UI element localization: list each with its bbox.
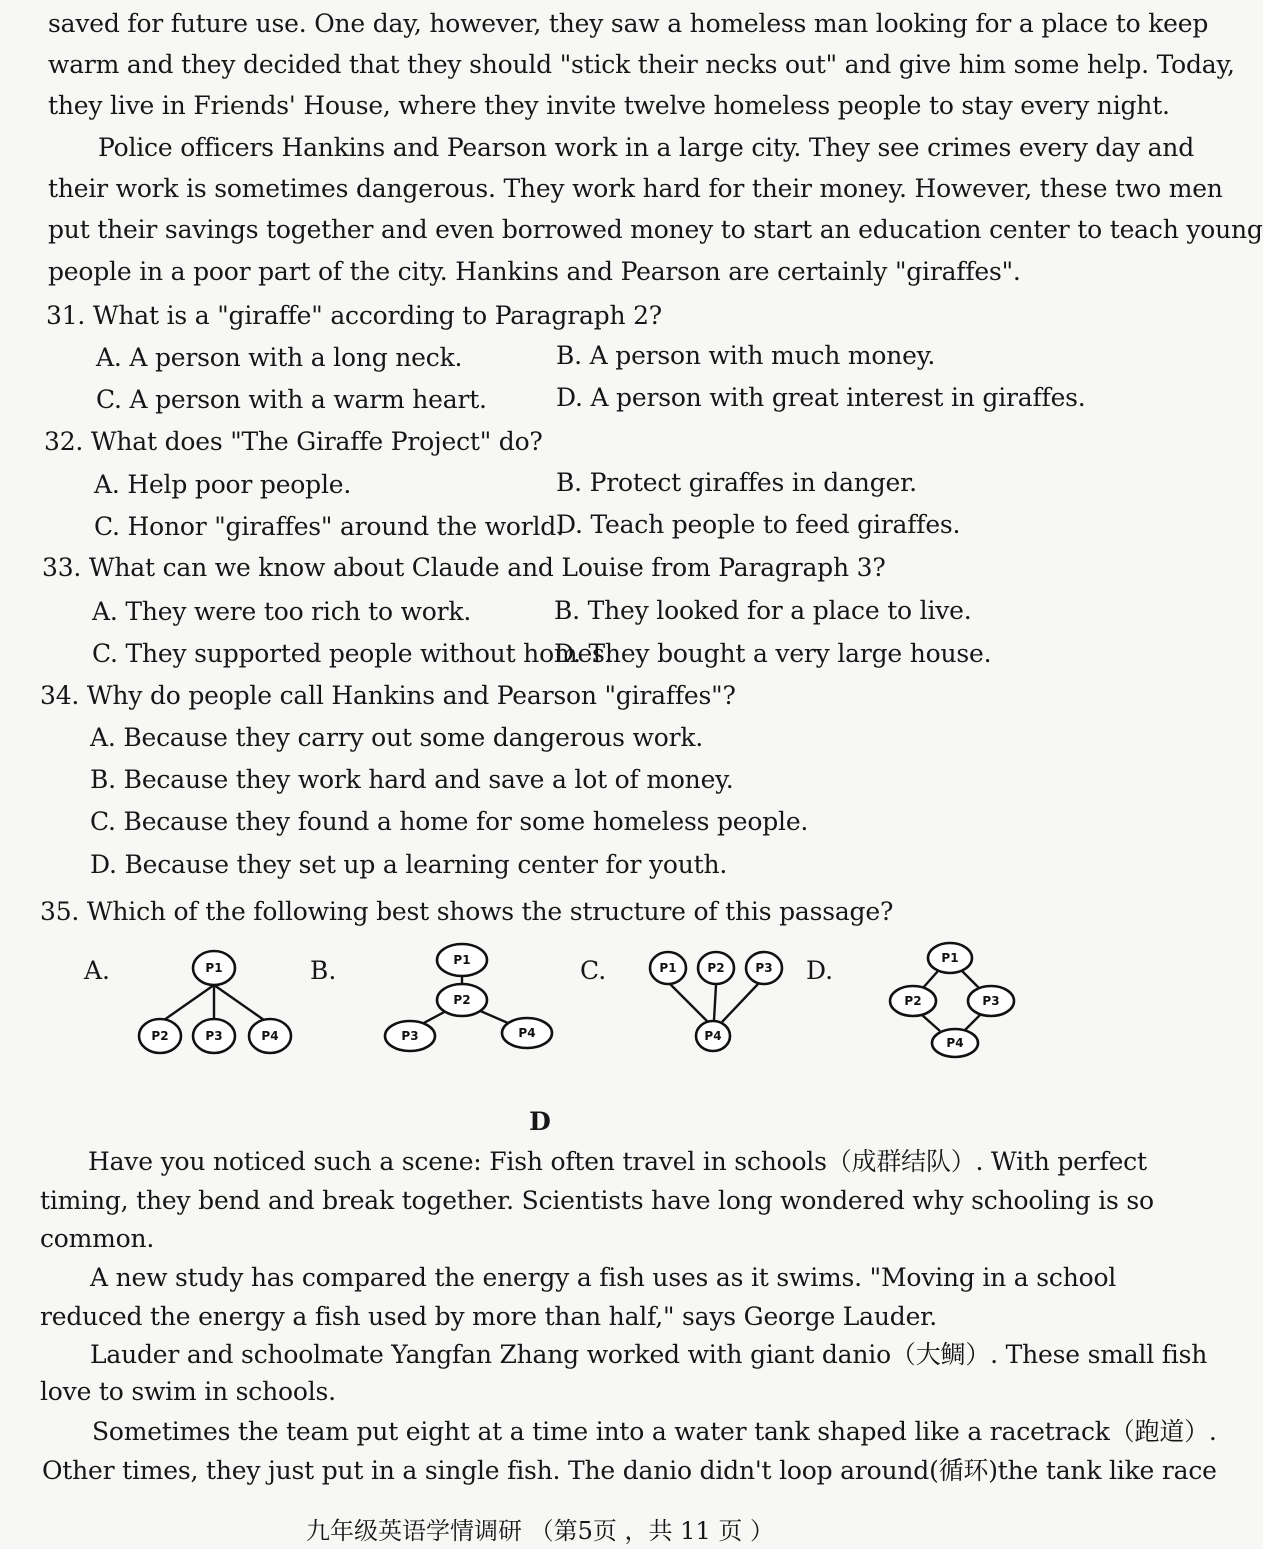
question-31-stem: 31. What is a "giraffe" according to Paragraph 2?: [46, 301, 663, 330]
question-34-option-d[interactable]: D. Because they set up a learning center for youth.: [90, 850, 728, 879]
diagram-node: [437, 984, 487, 1016]
structure-diagram-a[interactable]: [130, 940, 300, 1060]
passage-d-line: common.: [40, 1224, 155, 1253]
diagram-node: [696, 1021, 730, 1051]
diagram-node-label: P3: [401, 1029, 419, 1043]
diagram-node: [932, 1029, 978, 1057]
question-33-option-b[interactable]: B. They looked for a place to live.: [554, 596, 972, 625]
diagram-node: [193, 1019, 235, 1053]
diagram-node: [139, 1019, 181, 1053]
diagram-edge: [922, 971, 938, 989]
diagram-edge: [214, 985, 264, 1020]
question-35-option-d[interactable]: D.: [806, 956, 834, 985]
structure-diagram-b[interactable]: [380, 935, 560, 1060]
question-35-option-b[interactable]: B.: [310, 956, 337, 985]
diagram-edge: [722, 984, 758, 1022]
question-34-stem: 34. Why do people call Hankins and Pearson "giraffes"?: [40, 681, 736, 710]
passage-c-line: put their savings together and even borrowed money to start an education center to teach young: [48, 215, 1263, 244]
diagram-edge: [670, 984, 708, 1022]
diagram-node: [249, 1019, 291, 1053]
diagram-edge: [922, 1015, 940, 1031]
diagram-node-label: P1: [941, 951, 959, 965]
question-34-option-c[interactable]: C. Because they found a home for some homeless people.: [90, 807, 809, 836]
passage-c-line: they live in Friends' House, where they invite twelve homeless people to stay every night.: [48, 91, 1170, 120]
passage-d-line: Lauder and schoolmate Yangfan Zhang worked with giant danio（大鲷）. These small fish: [90, 1340, 1208, 1369]
diagram-edge: [478, 1010, 508, 1023]
question-35-stem: 35. Which of the following best shows the structure of this passage?: [40, 897, 894, 926]
question-34-option-b[interactable]: B. Because they work hard and save a lot of money.: [90, 765, 734, 794]
diagram-node: [968, 986, 1014, 1016]
question-34-option-a[interactable]: A. Because they carry out some dangerous work.: [90, 723, 704, 752]
diagram-node-label: P4: [704, 1029, 722, 1043]
section-title: D: [529, 1107, 551, 1136]
passage-c-line: people in a poor part of the city. Hankins and Pearson are certainly "giraffes".: [48, 257, 1021, 286]
passage-c-line: Police officers Hankins and Pearson work in a large city. They see crimes every day and: [98, 133, 1195, 162]
passage-d-line: Other times, they just put in a single fish. The danio didn't loop around(循环)the tank like race: [42, 1456, 1217, 1485]
question-32-option-c[interactable]: C. Honor "giraffes" around the world.: [94, 512, 564, 541]
passage-d-line: love to swim in schools.: [40, 1377, 336, 1406]
question-35-option-a[interactable]: A.: [84, 956, 111, 985]
passage-d-line: reduced the energy a fish used by more than half," says George Lauder.: [40, 1302, 937, 1331]
diagram-edge: [714, 985, 716, 1020]
diagram-node-label: P1: [453, 953, 471, 967]
passage-c-line: their work is sometimes dangerous. They work hard for their money. However, these two men: [48, 174, 1223, 203]
diagram-node-label: P2: [151, 1029, 169, 1043]
diagram-node-label: P2: [904, 994, 922, 1008]
question-31-option-a[interactable]: A. A person with a long neck.: [96, 343, 463, 372]
diagram-node-label: P4: [518, 1026, 536, 1040]
passage-d-line: timing, they bend and break together. Scientists have long wondered why schooling is so: [40, 1186, 1154, 1215]
diagram-node: [437, 944, 487, 976]
structure-diagram-c[interactable]: [640, 940, 790, 1060]
passage-d-line: Have you noticed such a scene: Fish often travel in schools（成群结队）. With perfect: [88, 1147, 1147, 1176]
diagram-node: [502, 1018, 552, 1048]
diagram-node-label: P3: [755, 961, 773, 975]
diagram-node-label: P2: [453, 993, 471, 1007]
diagram-node: [650, 952, 686, 984]
passage-d-line: A new study has compared the energy a fish uses as it swims. "Moving in a school: [90, 1263, 1117, 1292]
structure-diagram-d[interactable]: [880, 935, 1030, 1065]
diagram-node-label: P4: [946, 1036, 964, 1050]
page-footer: 九年级英语学情调研 （第5页 ，共 11 页 ）: [306, 1517, 774, 1545]
diagram-node-label: P3: [205, 1029, 223, 1043]
diagram-node: [193, 951, 235, 985]
question-35-option-c[interactable]: C.: [580, 956, 607, 985]
diagram-node-label: P1: [659, 961, 677, 975]
diagram-node-label: P4: [261, 1029, 279, 1043]
question-32-option-d[interactable]: D. Teach people to feed giraffes.: [556, 510, 961, 539]
diagram-edge: [164, 985, 214, 1020]
diagram-node: [928, 943, 972, 973]
passage-d-line: Sometimes the team put eight at a time into a water tank shaped like a racetrack（跑道）.: [92, 1417, 1217, 1446]
question-33-option-d[interactable]: D. They bought a very large house.: [554, 639, 992, 668]
passage-c-line: warm and they decided that they should "stick their necks out" and give him some help. Today,: [48, 50, 1235, 79]
question-32-option-a[interactable]: A. Help poor people.: [94, 470, 352, 499]
question-33-option-a[interactable]: A. They were too rich to work.: [92, 597, 472, 626]
diagram-node: [698, 952, 734, 984]
question-32-option-b[interactable]: B. Protect giraffes in danger.: [556, 468, 917, 497]
diagram-edge: [962, 971, 980, 989]
question-32-stem: 32. What does "The Giraffe Project" do?: [44, 427, 543, 456]
question-33-option-c[interactable]: C. They supported people without homes.: [92, 639, 613, 668]
question-31-option-c[interactable]: C. A person with a warm heart.: [96, 385, 487, 414]
diagram-node: [385, 1021, 435, 1051]
diagram-node-label: P2: [707, 961, 725, 975]
question-33-stem: 33. What can we know about Claude and Louise from Paragraph 3?: [42, 553, 886, 582]
diagram-node-label: P3: [982, 994, 1000, 1008]
diagram-node: [746, 952, 782, 984]
question-31-option-d[interactable]: D. A person with great interest in giraffes.: [556, 383, 1086, 412]
diagram-edge: [964, 1015, 980, 1031]
passage-c-line: saved for future use. One day, however, they saw a homeless man looking for a place to keep: [48, 9, 1209, 38]
diagram-node-label: P1: [205, 961, 223, 975]
question-31-option-b[interactable]: B. A person with much money.: [556, 341, 936, 370]
diagram-node: [890, 986, 936, 1016]
